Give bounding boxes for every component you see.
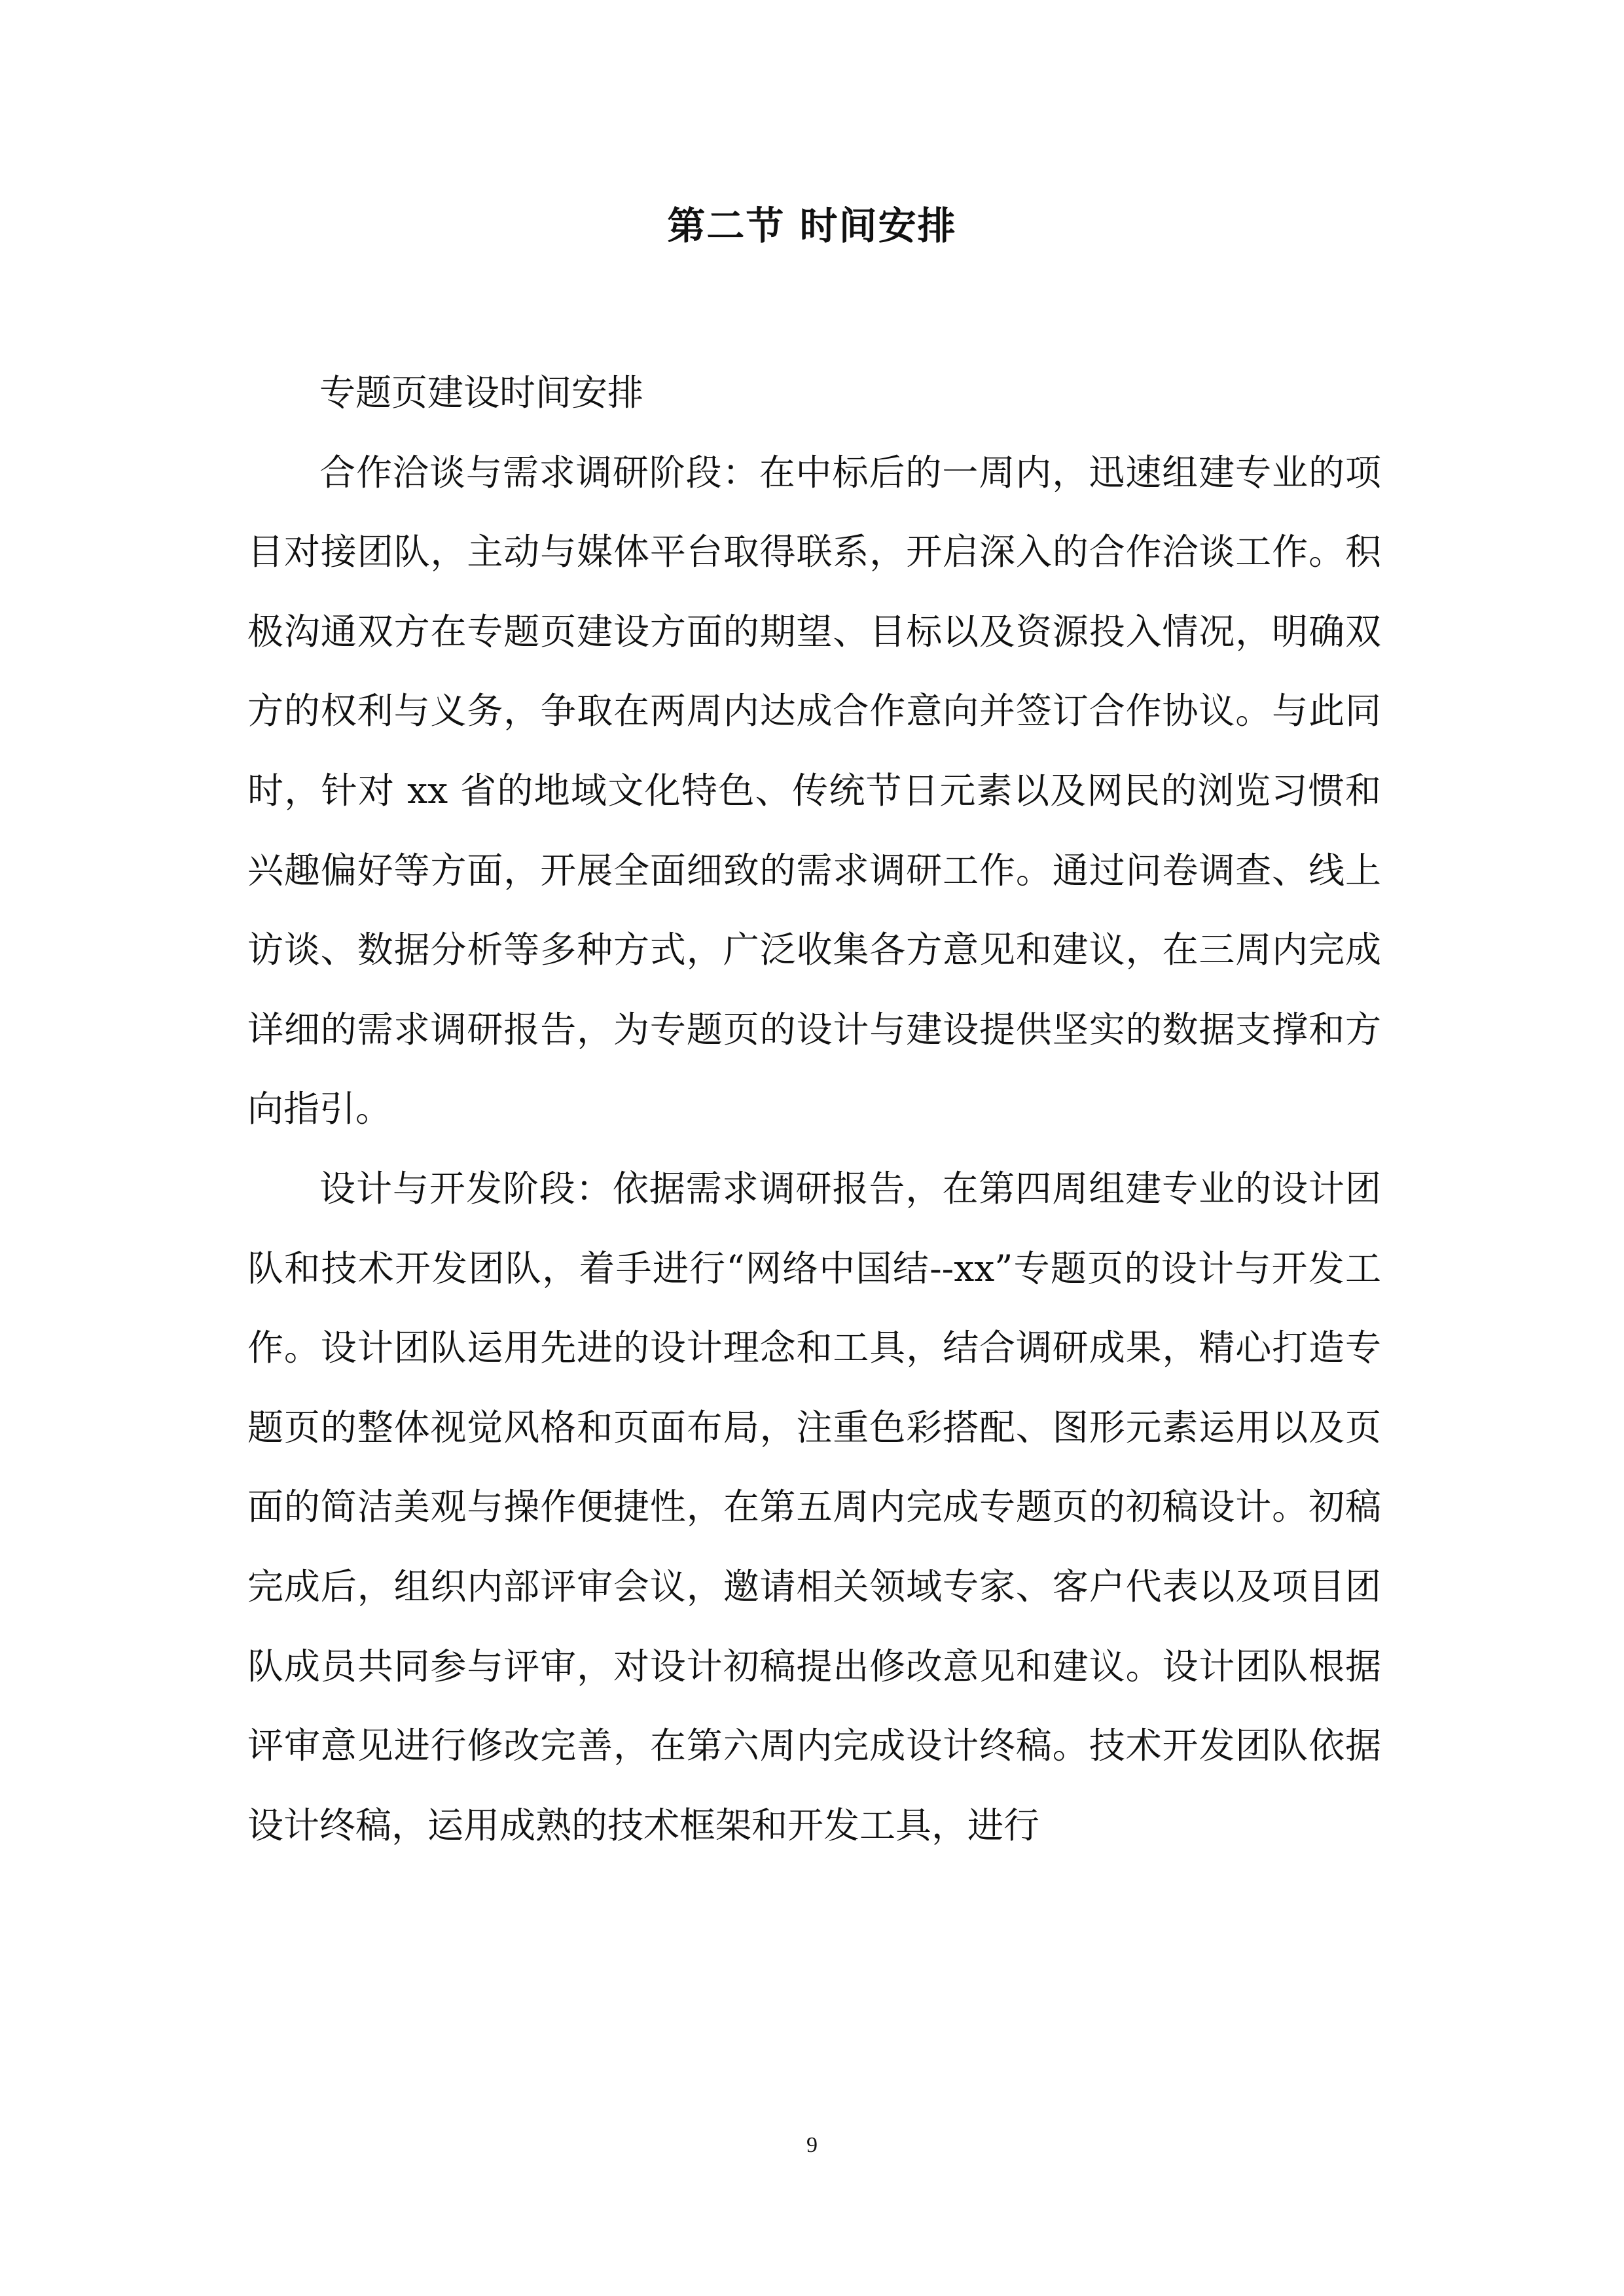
paragraph-design-development: 设计与开发阶段：依据需求调研报告，在第四周组建专业的设计团队和技术开发团队，着手进行“网络中国结--xx”专题页的设计与开发工作。设计团队运用先进的设计理念和工具，结合调研成果，精心打造专题页的整体视觉风格和页面布局，注重色彩搭配、图形元素运用以及页面的简洁美观与操作便捷性，在第五周内完成专题页的初稿设计。初稿完成后，组织内部评审会议，邀请相关领域专家、客户代表以及项目团队成员共同参与评审，对设计初稿提出修改意见和建议。设计团队根据评审意见进行修改完善，在第六周内完成设计终稿。技术开发团队依据设计终稿，运用成熟的技术框架和开发工具，进行 bbox=[247, 1167, 1381, 1846]
body-text bbox=[247, 353, 1381, 1865]
page-number: 9 bbox=[806, 2133, 818, 2157]
paragraph-subheading: 专题页建设时间安排 bbox=[319, 372, 644, 414]
section-title: 第二节 时间安排 bbox=[667, 204, 957, 248]
paragraph-negotiation-research: 合作洽谈与需求调研阶段：在中标后的一周内，迅速组建专业的项目对接团队，主动与媒体平台取得联系，开启深入的合作洽谈工作。积极沟通双方在专题页建设方面的期望、目标以及资源投入情况，明确双方的权利与义务，争取在两周内达成合作意向并签订合作协议。与此同时，针对 xx 省的地域文化特色、传统节日元素以及网民的浏览习惯和兴趣偏好等方面，开展全面细致的需求调研工作。通过问卷调查、线上访谈、数据分析等多种方式，广泛收集各方意见和建议，在三周内完成详细的需求调研报告，为专题页的设计与建设提供坚实的数据支撑和方向指引。 bbox=[247, 451, 1381, 1130]
